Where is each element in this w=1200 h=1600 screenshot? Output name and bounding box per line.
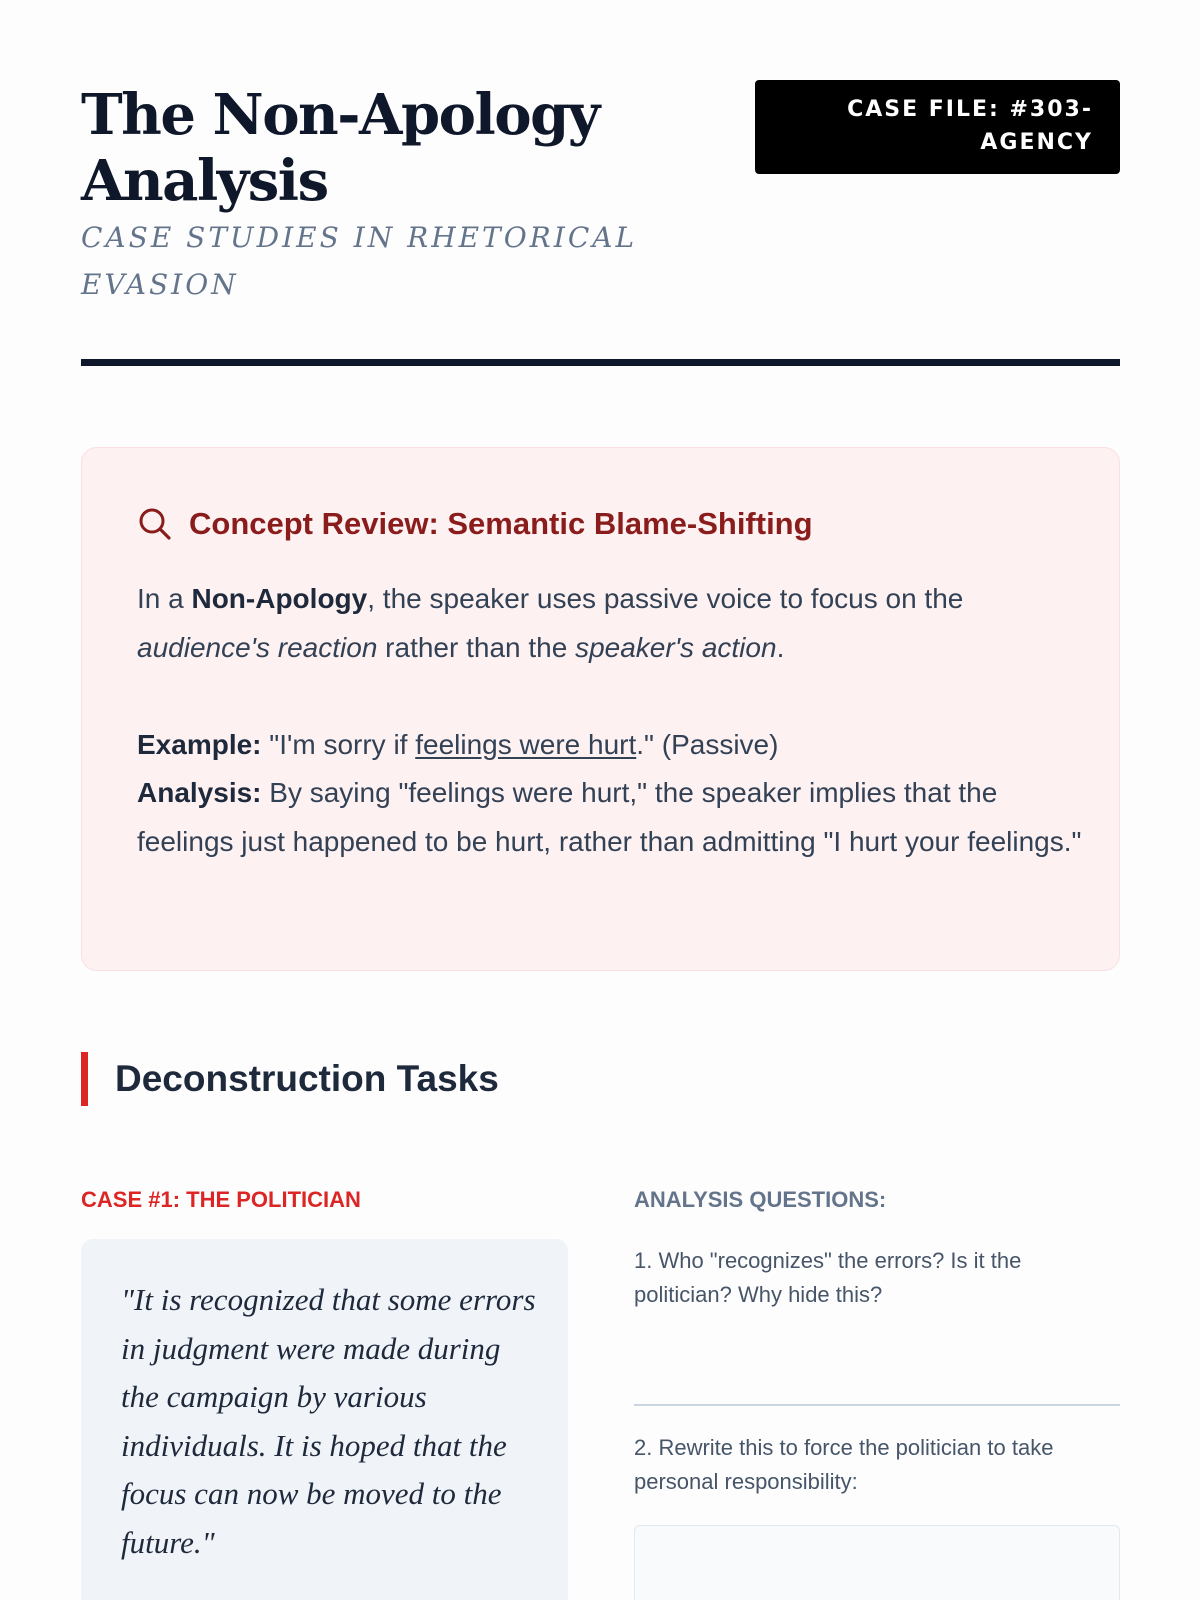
section-title: Deconstruction Tasks [115,1058,499,1099]
question-1: 1. Who "recognizes" the errors? Is it the politician? Why hide this? [634,1248,1022,1307]
question-2: 2. Rewrite this to force the politician to take personal responsibility: [634,1435,1054,1494]
concept-review-card [81,447,1120,971]
intro-term: Non-Apology [191,583,368,614]
example-underlined: feelings were hurt [415,728,637,760]
concept-intro [137,575,1082,672]
concept-header [137,504,813,544]
case-label: CASE #1: THE POLITICIAN [81,1187,361,1212]
search-icon [137,506,173,542]
case-quote-card [81,1239,568,1600]
example-label: Example: [137,728,262,760]
example-text: "I'm sorry if [261,728,416,760]
section-heading [81,1052,499,1106]
page-title: The Non-Apology Analysis [81,82,599,214]
intro-emphasis: speaker's action [575,631,777,663]
case-file-badge: CASE FILE: #303-AGENCY [755,80,1120,174]
answer-line[interactable] [634,1404,1120,1406]
intro-text: rather than the [377,631,576,663]
questions-label: ANALYSIS QUESTIONS: [634,1187,887,1212]
intro-text: In a [137,583,192,614]
intro-text: , the speaker uses passive voice to focus on the [367,583,964,614]
intro-emphasis: audience's reaction [137,631,378,663]
example-text: ." (Passive) [636,728,779,760]
analysis-label: Analysis: [137,777,262,809]
page-subtitle: CASE STUDIES IN RHETORICAL EVASION [81,221,638,301]
analysis-text: By saying "feelings were hurt," the speaker implies that the feelings just happened to be hurt, rather than admitting "I hurt your feelings." [137,777,1082,857]
section-accent-bar [81,1052,88,1106]
intro-text: . [776,631,785,663]
rewrite-answer-field[interactable] [634,1525,1120,1600]
concept-example [137,721,1082,770]
header-divider [81,359,1120,366]
concept-analysis [137,769,1082,866]
concept-title: Concept Review: Semantic Blame-Shifting [189,506,813,541]
case-quote: "It is recognized that some errors in judgment were made during the campaign by various individuals. It is hoped that the focus can now be moved to the future." [121,1282,536,1560]
concept-body [137,575,1082,867]
